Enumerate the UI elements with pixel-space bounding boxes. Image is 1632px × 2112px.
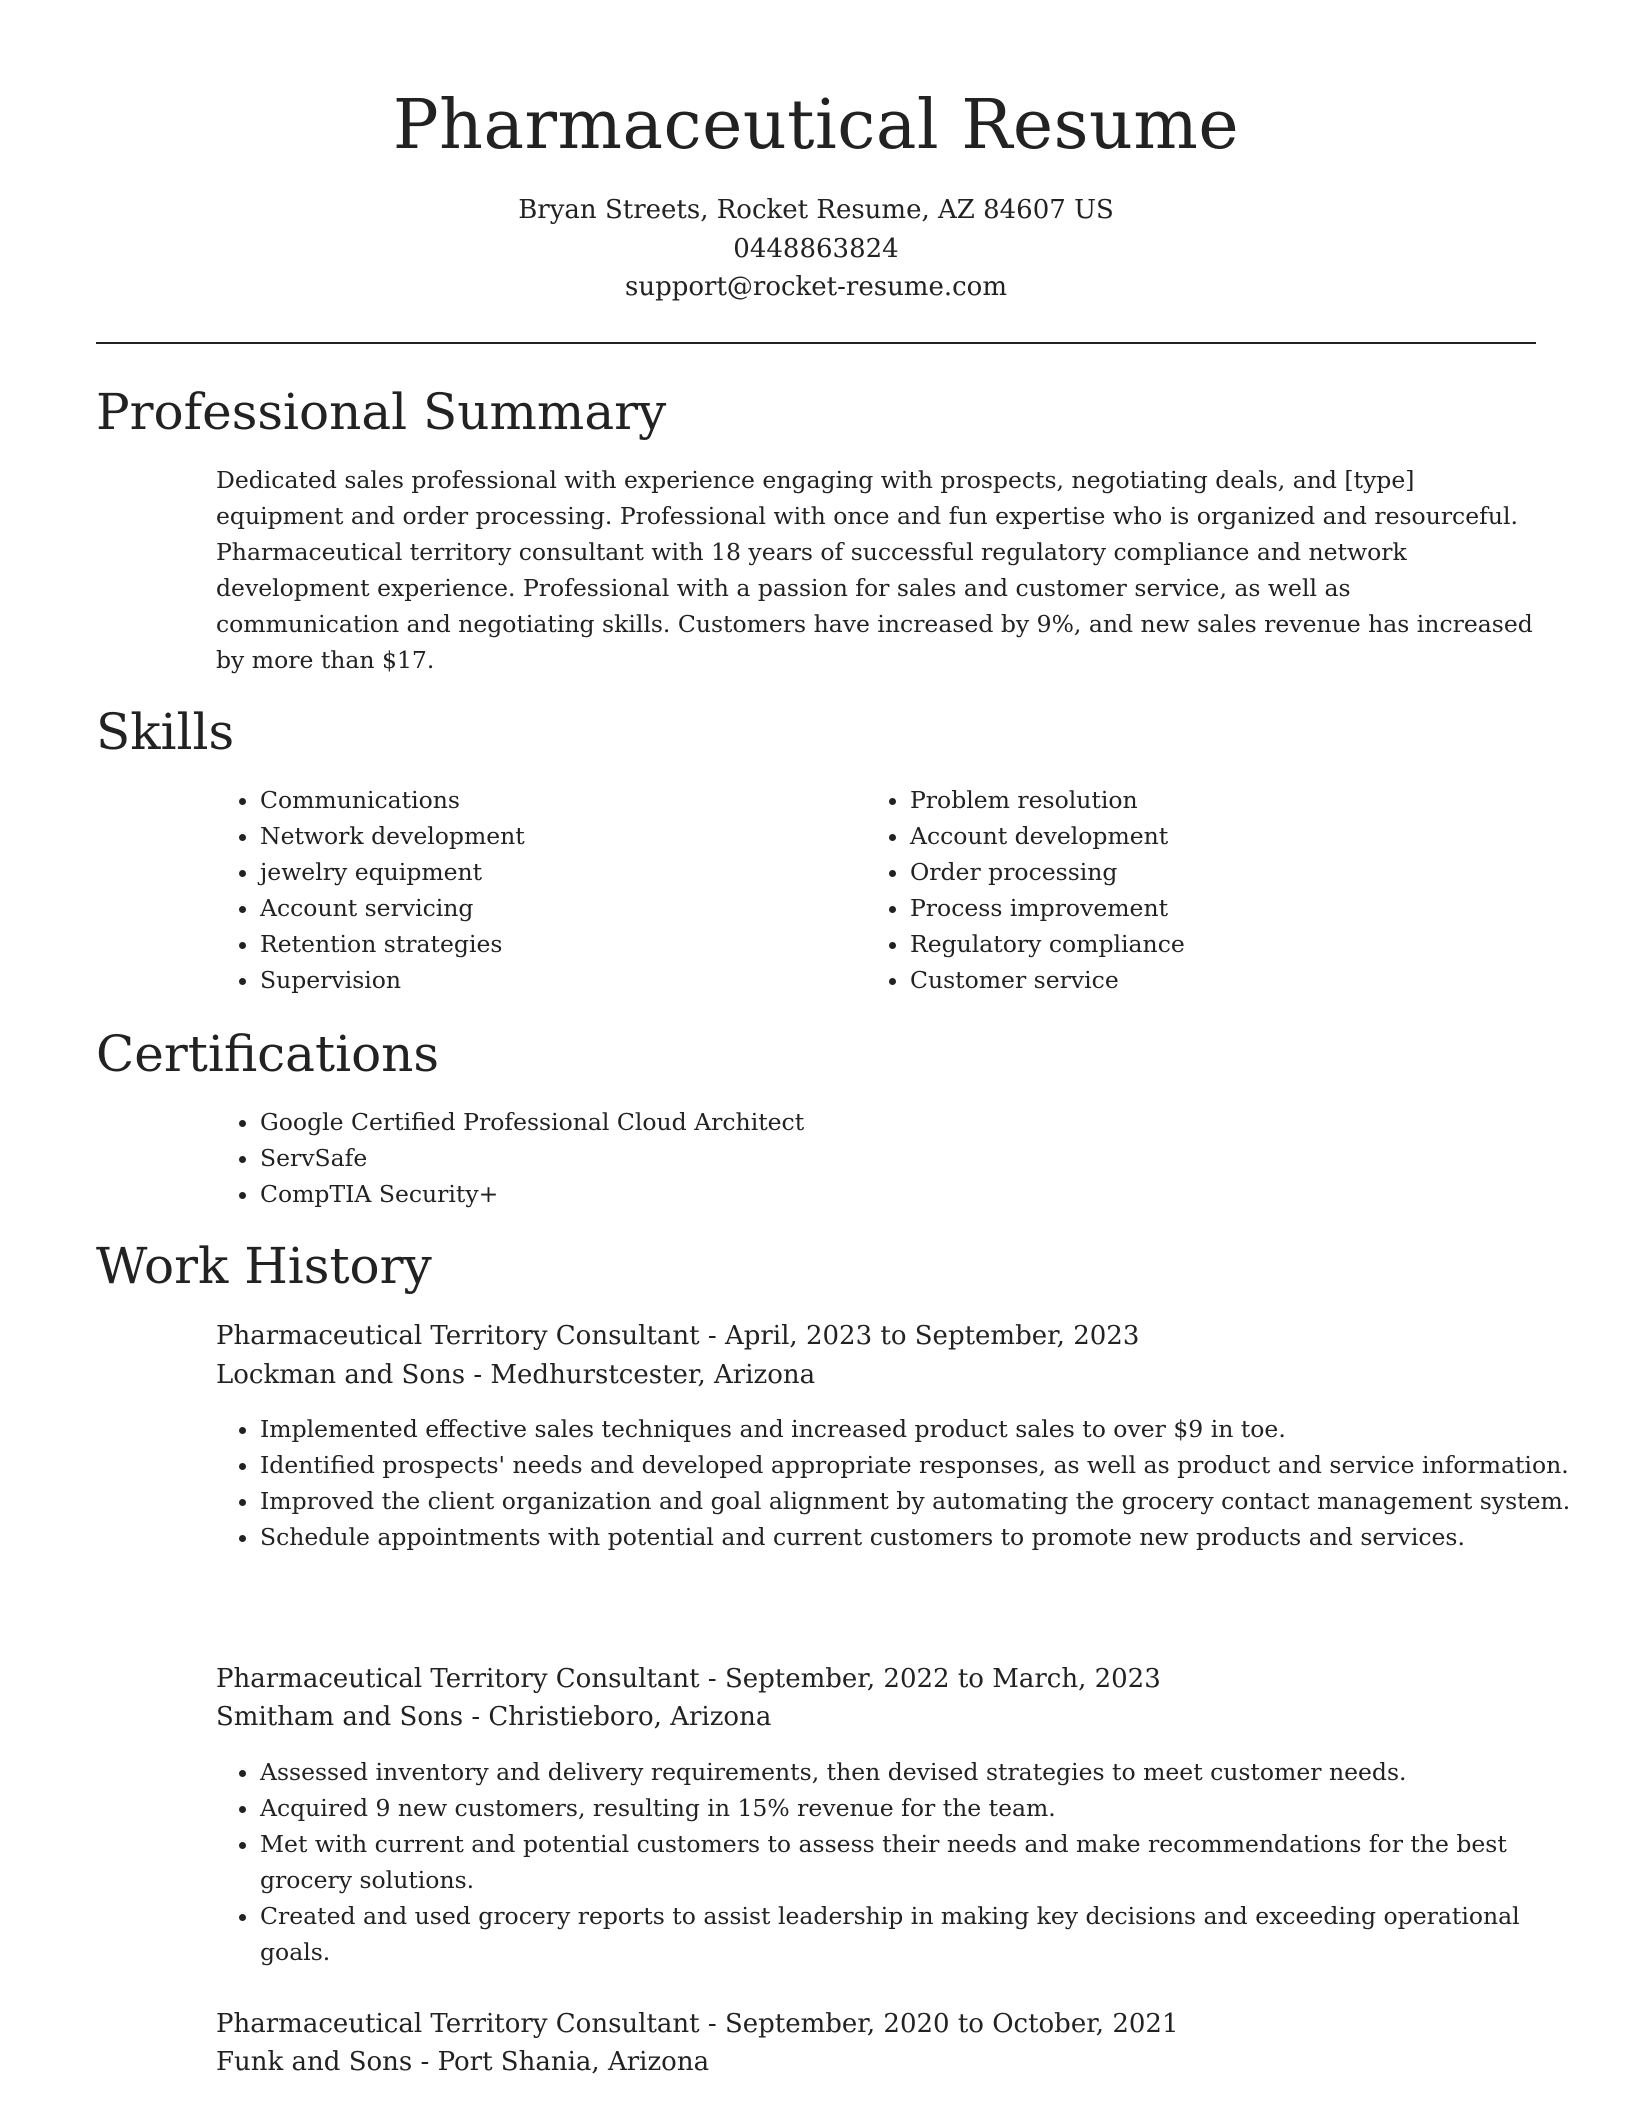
job-title: Pharmaceutical Territory Consultant - September, 2022 to March, 2023 [216, 1664, 1161, 1694]
work-history-heading: Work History [96, 1237, 432, 1295]
contact-email: support@rocket-resume.com [624, 272, 1007, 302]
job-bullet: • Created and used grocery reports to assist leadership in making key decisions and exceeding operational goals. [260, 1898, 1585, 1970]
job-bullets [216, 1411, 1585, 1555]
skill-item: • Process improvement [910, 890, 1510, 926]
skill-item: • Problem resolution [910, 782, 1510, 818]
job-title: Pharmaceutical Territory Consultant - September, 2020 to October, 2021 [216, 2009, 1179, 2039]
certification-item: • ServSafe [260, 1140, 1460, 1176]
skill-item: • Customer service [910, 962, 1510, 998]
skill-item: • Account development [910, 818, 1510, 854]
certifications-list [216, 1104, 1460, 1212]
job-bullet: • Implemented effective sales techniques and increased product sales to over $9 in toe. [260, 1411, 1585, 1447]
job-company: Funk and Sons - Port Shania, Arizona [216, 2047, 710, 2077]
contact-phone: 0448863824 [733, 234, 899, 264]
certification-item: • Google Certified Professional Cloud Architect [260, 1104, 1460, 1140]
skills-list-left [216, 782, 820, 998]
skills-heading: Skills [96, 703, 235, 761]
job-bullet: • Improved the client organization and goal alignment by automating the grocery contact management system. [260, 1483, 1585, 1519]
skill-item: • jewelry equipment [260, 854, 820, 890]
summary-heading: Professional Summary [96, 383, 667, 441]
skill-item: • Retention strategies [260, 926, 820, 962]
skills-list-right [866, 782, 1510, 998]
skill-item: • Regulatory compliance [910, 926, 1510, 962]
skill-item: • Account servicing [260, 890, 820, 926]
summary-text: Dedicated sales professional with experience engaging with prospects, negotiating deals, and [type] equipment and order processing. Professional with once and fun expertise who is organized and resourceful. Pharmaceutical territory consultant with 18 years of successful regulatory compliance and network development experience. Professional with a passion for sales and customer service, as well as communication and negotiating skills. Customers have increased by 9%, and new sales revenue has increased by more than $17. [216, 466, 1533, 674]
header-divider [96, 342, 1536, 344]
skill-item: • Order processing [910, 854, 1510, 890]
job-bullets [216, 1754, 1585, 1970]
certifications-heading: Certifications [96, 1025, 440, 1083]
job-company: Smitham and Sons - Christieboro, Arizona [216, 1702, 772, 1732]
job-bullet: • Assessed inventory and delivery requirements, then devised strategies to meet customer needs. [260, 1754, 1585, 1790]
skill-item: • Network development [260, 818, 820, 854]
job-company: Lockman and Sons - Medhurstcester, Arizona [216, 1360, 816, 1390]
certification-item: • CompTIA Security+ [260, 1176, 1460, 1212]
job-title: Pharmaceutical Territory Consultant - April, 2023 to September, 2023 [216, 1321, 1140, 1351]
resume-name: Pharmaceutical Resume [392, 86, 1240, 165]
skill-item: • Supervision [260, 962, 820, 998]
contact-address: Bryan Streets, Rocket Resume, AZ 84607 US [518, 195, 1114, 225]
job-bullet: • Identified prospects' needs and developed appropriate responses, as well as product and service information. [260, 1447, 1585, 1483]
job-bullet: • Met with current and potential customers to assess their needs and make recommendations for the best grocery solutions. [260, 1826, 1585, 1898]
skill-item: • Communications [260, 782, 820, 818]
job-bullet: • Schedule appointments with potential and current customers to promote new products and services. [260, 1519, 1585, 1555]
job-bullet: • Acquired 9 new customers, resulting in 15% revenue for the team. [260, 1790, 1585, 1826]
